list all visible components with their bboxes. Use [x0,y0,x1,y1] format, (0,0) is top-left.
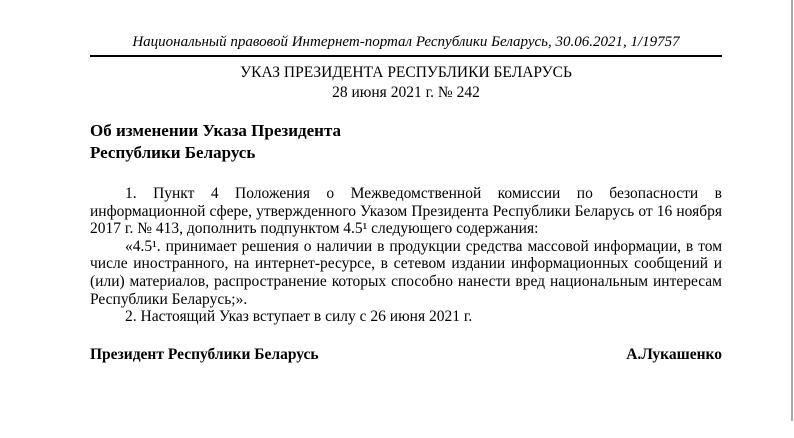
masthead-source-line: Национальный правовой Интернет-портал Республики Беларусь, 30.06.2021, 1/19757 [90,33,722,57]
doc-title [90,120,722,164]
doc-title-line-2: Республики Беларусь [90,143,256,162]
paragraph-point-1: 1. Пункт 4 Положения о Межведомственной комиссии по безопасности в информационной сфере, утвержденного Указом Президента Республики Беларусь от 16 ноября 2017 г. № 413, дополнить подпунктом 4.5¹ следующего содержания: [90,185,722,238]
window-edge-line [791,0,793,421]
paragraph-point-2: 2. Настоящий Указ вступает в силу с 26 июня 2021 г. [125,308,473,326]
paragraph-quoted-subpoint: «4.5¹. принимает решения о наличии в продукции средства массовой информации, в том числе иностранного, на интернет-ресурсе, в сетевом издании информационных сообщений и (или) материалов, распространение которых способно нанести вред национальным интересам Республики Беларусь;». [90,237,722,308]
document-content [90,33,722,364]
doc-type-heading: УКАЗ ПРЕЗИДЕНТА РЕСПУБЛИКИ БЕЛАРУСЬ [240,64,572,81]
doc-title-line-1: Об изменении Указа Президента [90,121,342,140]
signature-block [90,345,722,364]
doc-date-number: 28 июня 2021 г. № 242 [332,84,480,101]
signature-role: Президент Республики Беларусь [90,345,319,363]
document-body [90,185,722,326]
signature-name: А.Лукашенко [626,345,722,363]
